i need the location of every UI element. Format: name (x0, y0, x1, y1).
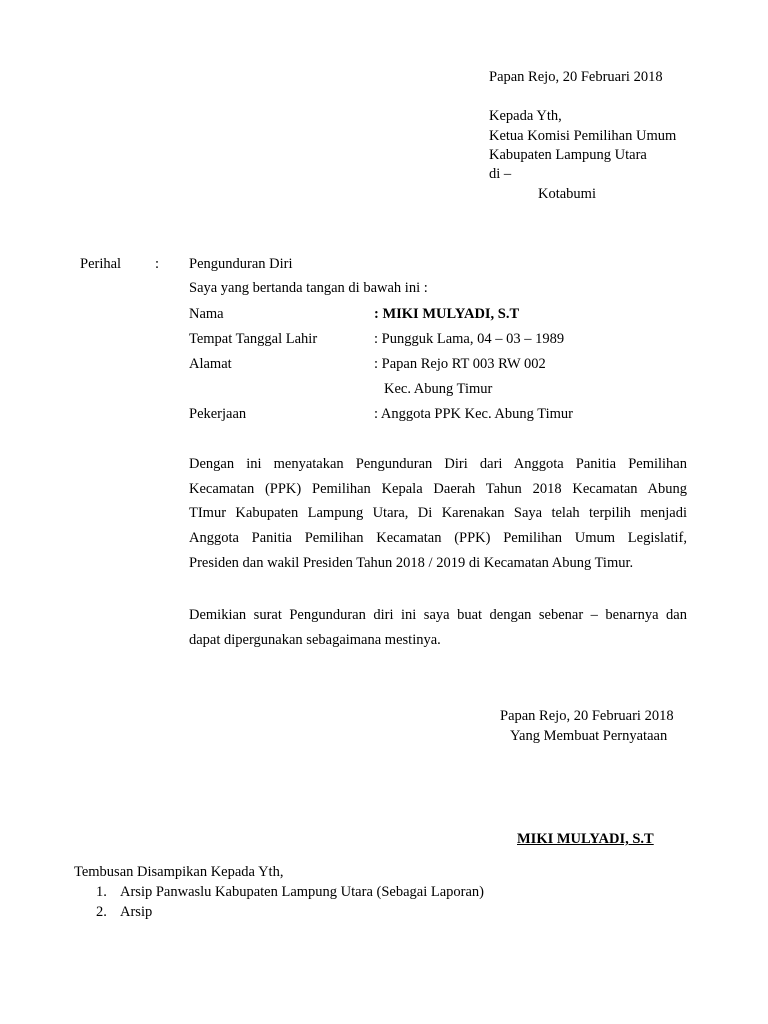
subject-value: Pengunduran Diri (189, 256, 293, 272)
recipient-title: Ketua Komisi Pemilihan Umum (489, 128, 677, 144)
job-label: Pekerjaan (189, 406, 247, 422)
recipient-di: di – (489, 166, 512, 182)
name-value: : MIKI MULYADI, S.T (374, 306, 520, 322)
list-number: 2. (96, 904, 107, 920)
recipient-region: Kabupaten Lampung Utara (489, 147, 647, 163)
paragraph-line: Kecamatan (PPK) Pemilihan Kepala Daerah Tahun 2018 Kecamatan Abung (189, 480, 687, 497)
intro-text: Saya yang bertanda tangan di bawah ini : (189, 280, 428, 296)
paragraph-line: TImur Kabupaten Lampung Utara, Di Karenakan Saya telah terpilih menjadi (189, 505, 687, 522)
signature-role: Yang Membuat Pernyataan (510, 728, 668, 744)
body-paragraph-1 (189, 452, 687, 576)
subject-colon: : (155, 256, 160, 272)
paragraph-line: Anggota Panitia Pemilihan Kecamatan (PPK) Pemilihan Umum Legislatif, (189, 530, 687, 547)
subject-label: Perihal (80, 256, 122, 272)
address-value-line1: : Papan Rejo RT 003 RW 002 (374, 356, 546, 372)
list-text: Arsip Panwaslu Kabupaten Lampung Utara (Sebagai Laporan) (120, 884, 484, 900)
signature-date: Papan Rejo, 20 Februari 2018 (500, 708, 674, 724)
paragraph-line: Presiden dan wakil Presiden Tahun 2018 / 2019 di Kecamatan Abung Timur. (189, 554, 634, 571)
list-text: Arsip (120, 904, 153, 920)
paragraph-line: dapat dipergunakan sebagaimana mestinya. (189, 631, 441, 648)
job-value: : Anggota PPK Kec. Abung Timur (374, 406, 573, 422)
signature-name: MIKI MULYADI, S.T (517, 831, 654, 847)
address-value-line2: Kec. Abung Timur (384, 381, 493, 397)
copies-title: Tembusan Disampikan Kepada Yth, (74, 864, 284, 880)
body-paragraph-2 (189, 603, 687, 652)
name-label: Nama (189, 306, 224, 322)
list-number: 1. (96, 884, 107, 900)
recipient-greeting: Kepada Yth, (489, 108, 562, 124)
paragraph-line: Dengan ini menyatakan Pengunduran Diri dari Anggota Panitia Pemilihan (189, 456, 687, 472)
recipient-city: Kotabumi (538, 186, 596, 202)
address-label: Alamat (189, 356, 232, 372)
birth-label: Tempat Tanggal Lahir (189, 331, 318, 347)
birth-value: : Pungguk Lama, 04 – 03 – 1989 (374, 331, 565, 347)
paragraph-line: Demikian surat Pengunduran diri ini saya buat dengan sebenar – benarnya dan (189, 607, 687, 623)
letter-date: Papan Rejo, 20 Februari 2018 (489, 69, 663, 85)
